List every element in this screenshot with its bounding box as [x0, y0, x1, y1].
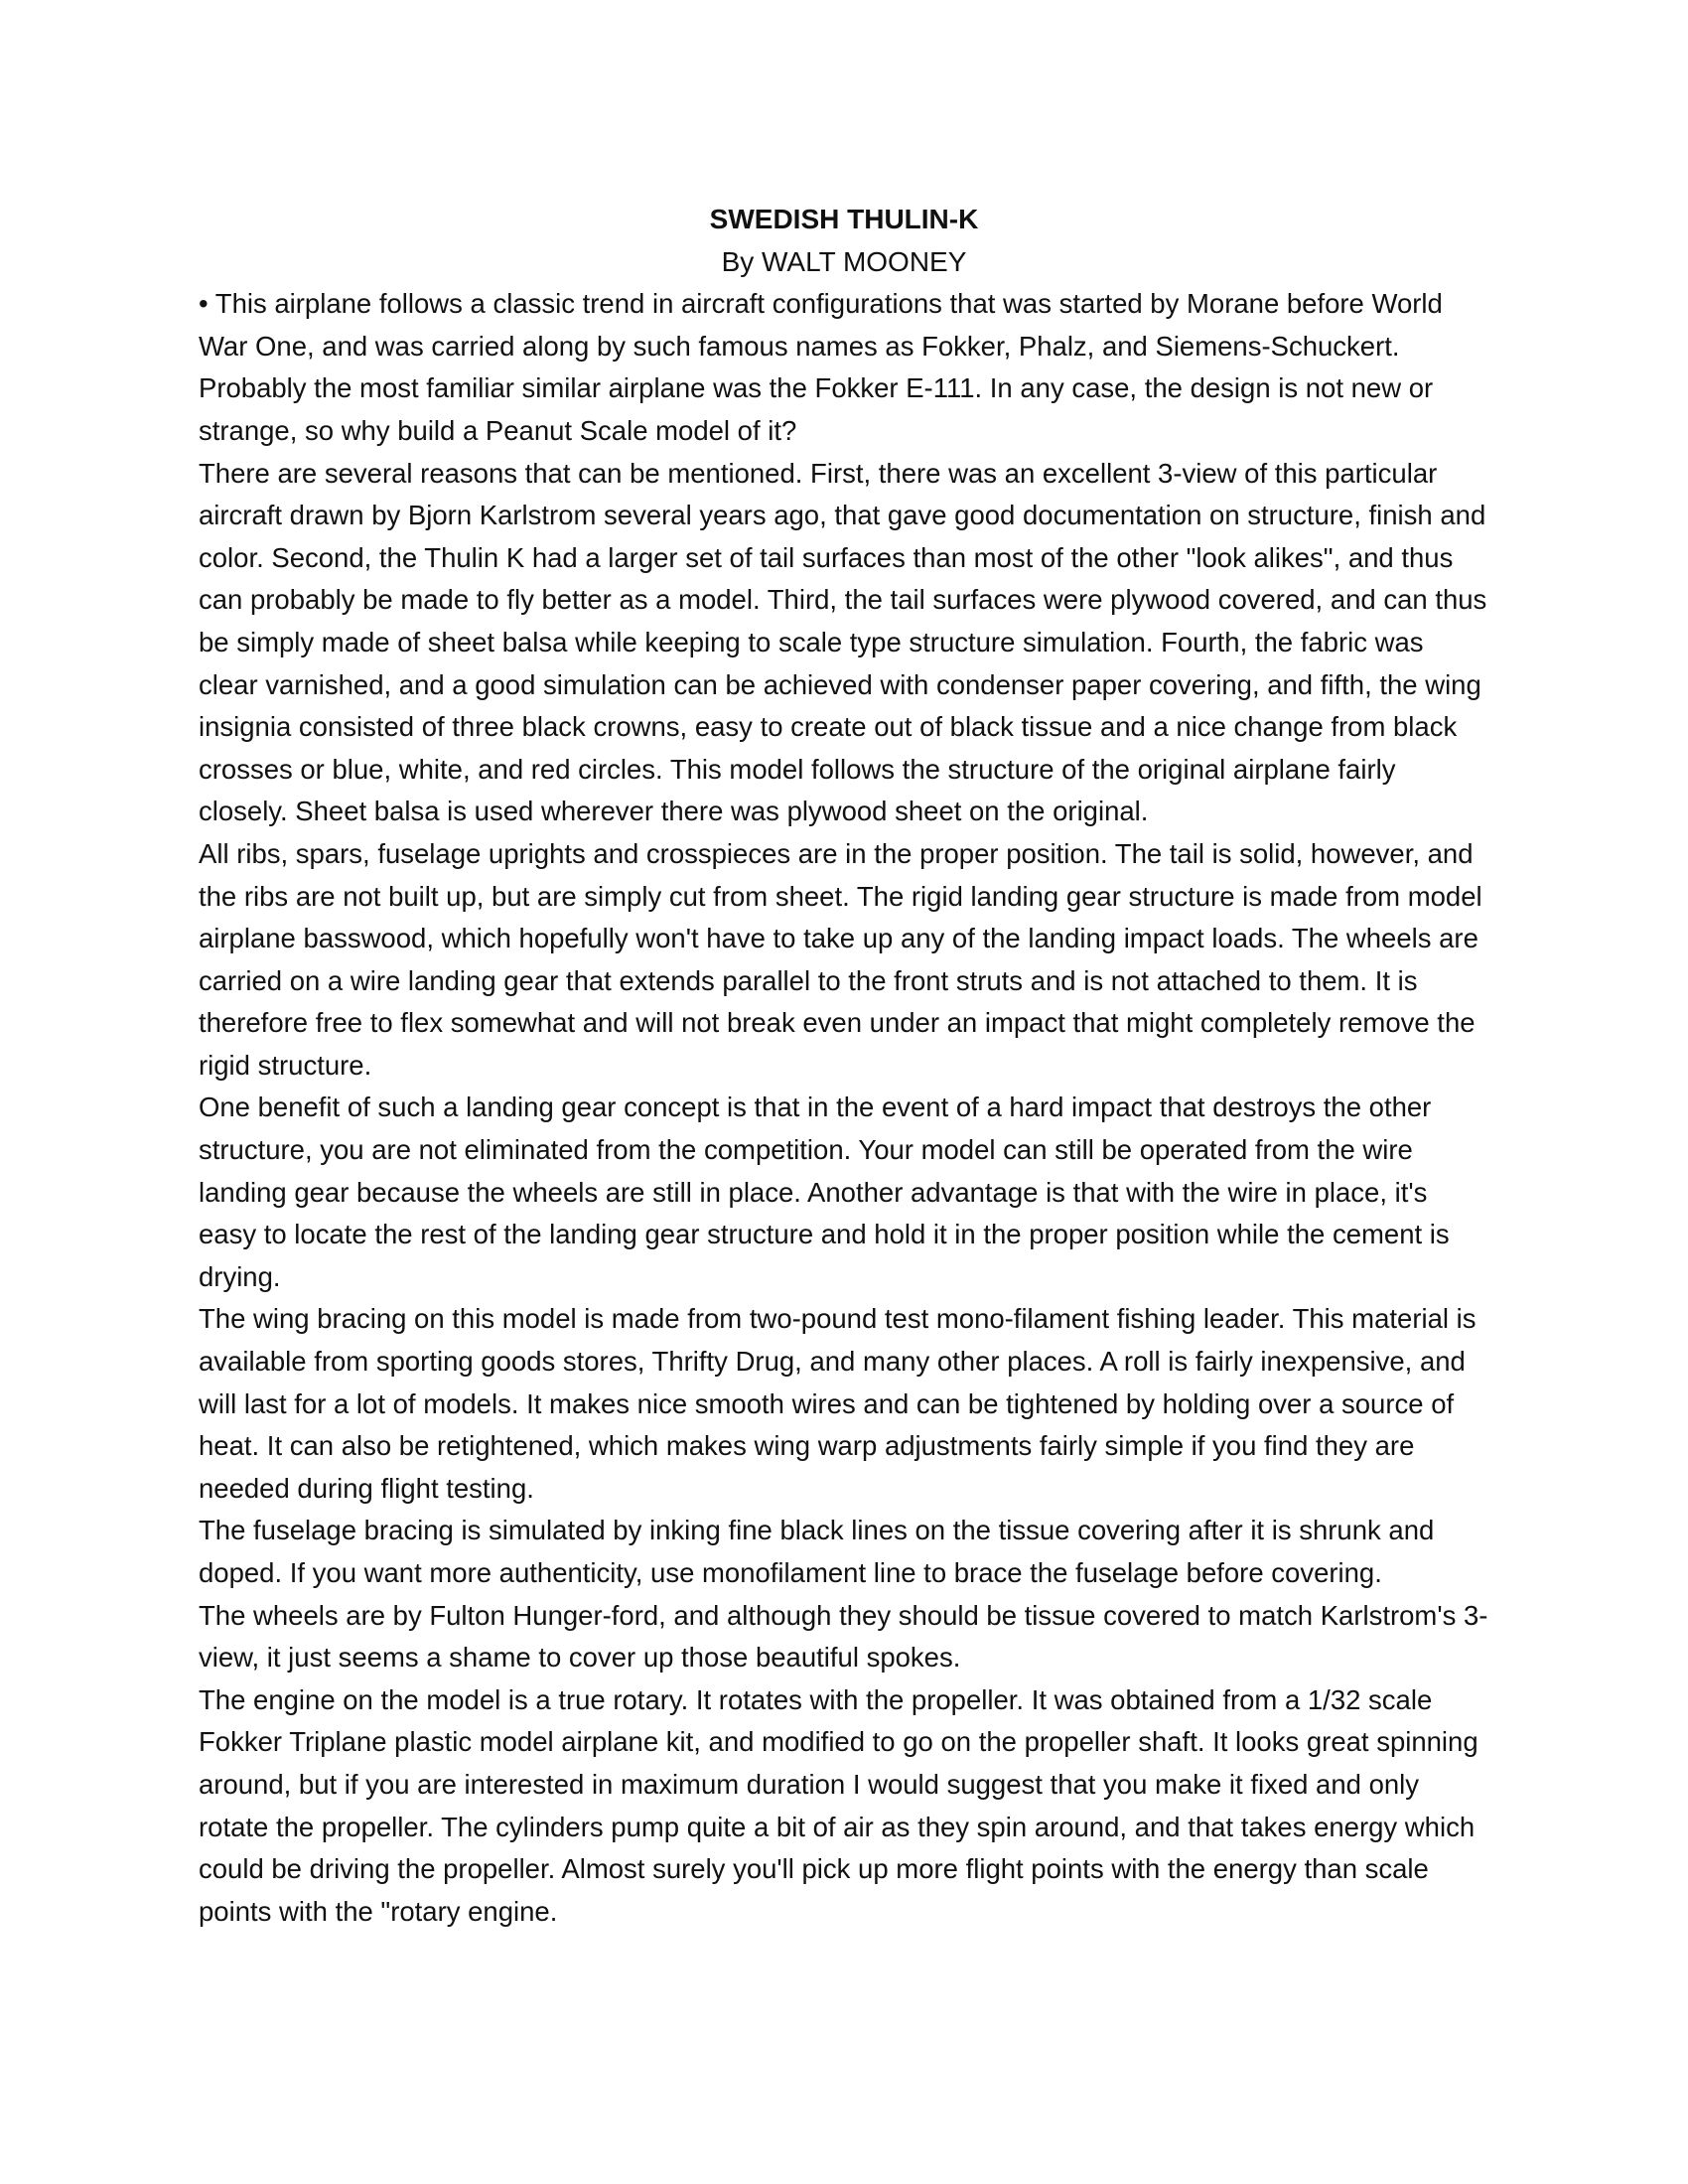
paragraph: • This airplane follows a classic trend in aircraft configurations that was started by Morane before World War One, and was carried along by such famous names as Fokker, Phalz, and Siemens-Schuckert. Probably the most familiar similar airplane was the Fokker E-111. In any case, the design is not new or strange, so why build a Peanut Scale model of it?: [199, 288, 1443, 446]
paragraph: The fuselage bracing is simulated by inking fine black lines on the tissue covering after it is shrunk and doped. If you want more authenticity, use monofilament line to brace the fuselage before covering.: [199, 1515, 1435, 1588]
paragraph: All ribs, spars, fuselage uprights and crosspieces are in the proper position. The tail is solid, however, and the ribs are not built up, but are simply cut from sheet. The rigid landing gear structure is made from model airplane basswood, which hopefully won't have to take up any of the landing impact loads. The wheels are carried on a wire landing gear that extends parallel to the front struts and is not attached to them. It is therefore free to flex somewhat and will not break even under an impact that might completely remove the rigid structure.: [199, 837, 1482, 1081]
paragraph: There are several reasons that can be mentioned. First, there was an excellent 3-view of this particular aircraft drawn by Bjorn Karlstrom several years ago, that gave good documentation on structure, finish and color. Second, the Thulin K had a larger set of tail surfaces than most of the other "look alikes", and thus can probably be made to fly better as a model. Third, the tail surfaces were plywood covered, and can thus be simply made of sheet balsa while keeping to scale type structure simulation. Fourth, the fabric was clear varnished, and a good simulation can be achieved with condenser paper covering, and fifth, the wing insignia consisted of three black crowns, easy to create out of black tissue and a nice change from black crosses or blue, white, and red circles. This model follows the structure of the original airplane fairly closely. Sheet balsa is used wherever there was plywood sheet on the original.: [199, 457, 1487, 827]
paragraph: One benefit of such a landing gear concept is that in the event of a hard impact that destroys the other structure, you are not eliminated from the competition. Your model can still be operated from the wire landing gear because the wheels are still in place. Another advantage is that with the wire in place, it's easy to locate the rest of the landing gear structure and hold it in the proper position while the cement is drying.: [199, 1092, 1450, 1292]
paragraph: The wing bracing on this model is made from two-pound test mono-filament fishing leader. This material is available from sporting goods stores, Thrifty Drug, and many other places. A roll is fairly inexpensive, and will last for a lot of models. It makes nice smooth wires and can be tightened by holding over a source of heat. It can also be retightened, which makes wing warp adjustments fairly simple if you find they are needed during flight testing.: [199, 1303, 1477, 1504]
article-title: SWEDISH THULIN-K: [709, 204, 979, 234]
paragraph: The engine on the model is a true rotary. It rotates with the propeller. It was obtained from a 1/32 scale Fokker Triplane plastic model airplane kit, and modified to go on the propeller shaft. It looks great spinning around, but if you are interested in maximum duration I would suggest that you make it fixed and only rotate the propeller. The cylinders pump quite a bit of air as they spin around, and that takes energy which could be driving the propeller. Almost surely you'll pick up more flight points with the energy than scale points with the "rotary engine.: [199, 1683, 1478, 1927]
document-page: [199, 199, 1489, 1933]
paragraph: The wheels are by Fulton Hunger-ford, and although they should be tissue covered to match Karlstrom's 3-view, it just seems a shame to cover up those beautiful spokes.: [199, 1599, 1488, 1674]
article-byline: By WALT MOONEY: [721, 245, 967, 277]
